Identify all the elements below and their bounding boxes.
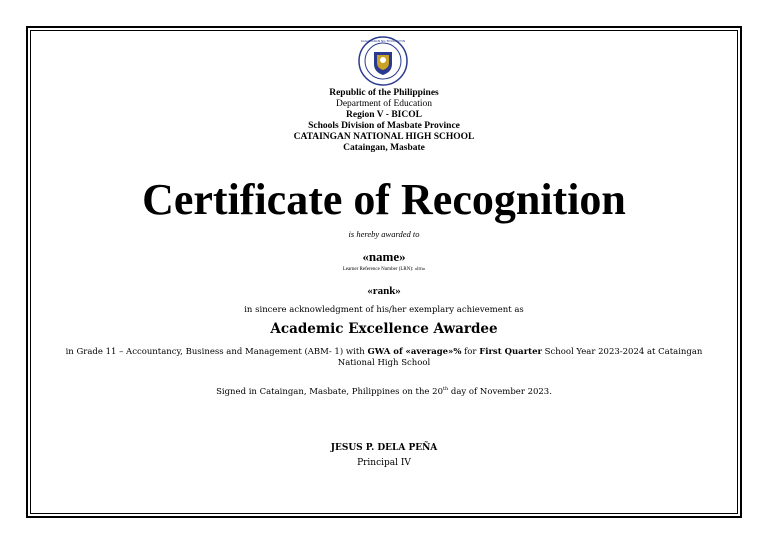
grade-statement (44, 347, 724, 369)
recipient-rank: «rank» (367, 285, 401, 297)
signed-statement (0, 387, 768, 397)
award-title: Academic Excellence Awardee (270, 321, 498, 337)
awarded-to-text: is hereby awarded to (348, 229, 420, 239)
lrn-line: Learner Reference Number (LRN): «lrn» (342, 267, 426, 272)
region-line: Region V - BICOL (346, 110, 422, 120)
school-line: CATAINGAN NATIONAL HIGH SCHOOL (293, 132, 475, 142)
grade-prefix: in Grade 11 – Accountancy, Business and Management (ABM- 1) with (65, 347, 368, 357)
signatory-name: JESUS P. DELA PEÑA (330, 443, 438, 453)
gwa-label: GWA of «average»% (367, 347, 462, 357)
location-line: Cataingan, Masbate (343, 143, 425, 153)
republic-line: Republic of the Philippines (329, 88, 439, 98)
grade-suffix-1: School Year 2023-2024 at Cataingan (541, 347, 703, 357)
certificate-header (0, 88, 768, 154)
grade-suffix-2: National High School (337, 358, 431, 368)
recipient-name: «name» (362, 249, 406, 264)
signed-sup: th (442, 386, 449, 393)
division-line: Schools Division of Masbate Province (308, 121, 460, 131)
seal-text: KAGAWARAN NG EDUKASYON (360, 39, 406, 43)
signatory-position: Principal IV (357, 458, 411, 468)
signed-prefix: Signed in Cataingan, Masbate, Philippines on the 20 (216, 387, 443, 397)
grade-mid: for (461, 347, 480, 357)
certificate-title: Certificate of Recognition (142, 175, 626, 224)
deped-seal-icon (358, 36, 408, 86)
acknowledgment-text: in sincere acknowledgment of his/her exemplary achievement as (244, 305, 524, 315)
quarter-label: First Quarter (479, 347, 542, 357)
signed-suffix: day of November 2023. (448, 387, 552, 397)
department-line: Department of Education (335, 99, 433, 109)
